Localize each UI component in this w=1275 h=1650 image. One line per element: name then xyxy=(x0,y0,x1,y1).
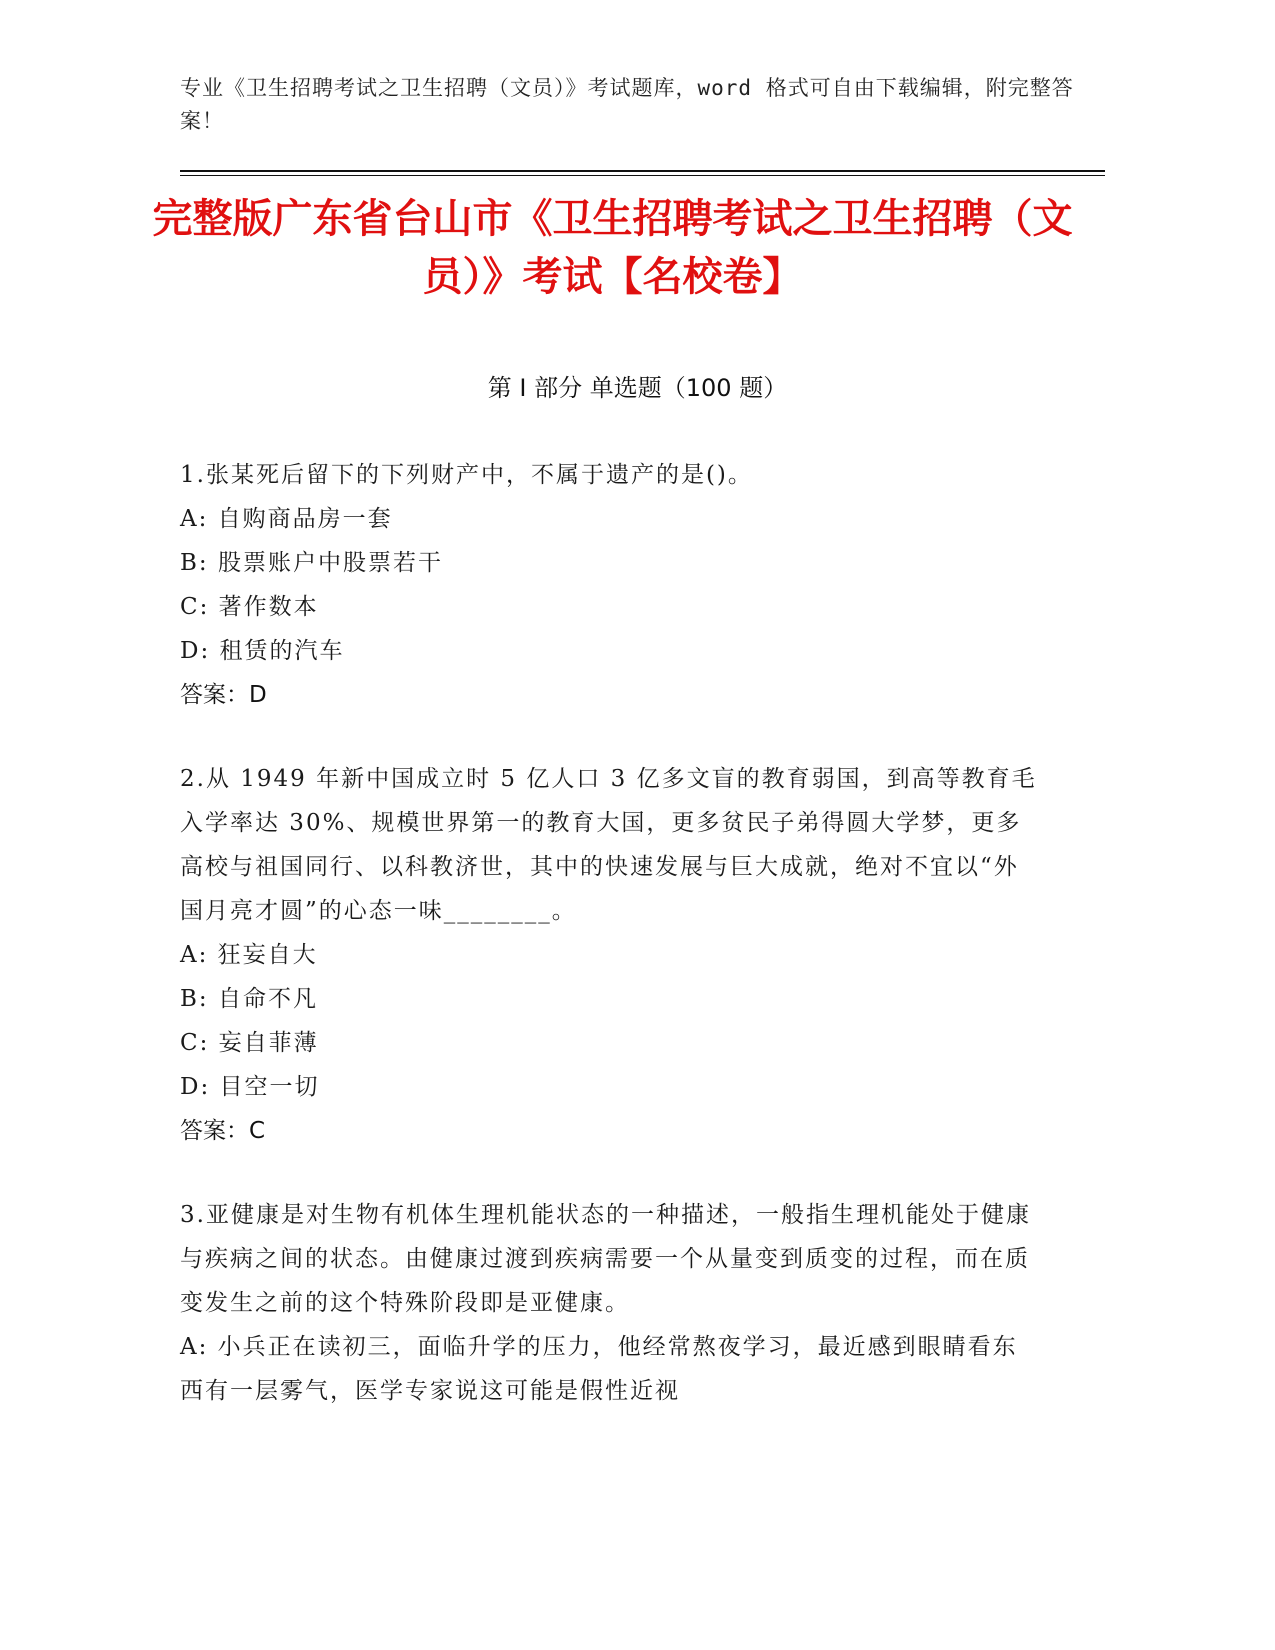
question-1 xyxy=(180,453,1040,717)
question-3 xyxy=(180,1193,1040,1413)
option-b: B: 股票账户中股票若干 xyxy=(180,550,443,576)
option-d: D: 目空一切 xyxy=(180,1074,320,1100)
option-a: A: 小兵正在读初三，面临升学的压力，他经常熬夜学习，最近感到眼睛看东西有一层雾气，医学专家说这可能是假性近视 xyxy=(180,1334,1018,1404)
header-note: 专业《卫生招聘考试之卫生招聘（文员）》考试题库，word 格式可自由下载编辑，附完整答案！ xyxy=(180,76,1074,133)
option-d: D: 租赁的汽车 xyxy=(180,638,345,664)
option-a: A: 狂妄自大 xyxy=(180,942,318,968)
section-heading: 第 I 部分 单选题（100 题） xyxy=(487,374,788,402)
option-b: B: 自命不凡 xyxy=(180,986,318,1012)
question-stem: 1.张某死后留下的下列财产中，不属于遗产的是()。 xyxy=(180,462,753,488)
header-divider xyxy=(180,170,1105,172)
question-list xyxy=(180,453,1040,1453)
document-title: 完整版广东省台山市《卫生招聘考试之卫生招聘（文员）》考试【名校卷】 xyxy=(152,196,1073,300)
option-c: C: 著作数本 xyxy=(180,594,319,620)
header-divider-thin xyxy=(180,175,1105,176)
question-2 xyxy=(180,757,1040,1153)
answer: 答案：D xyxy=(180,682,267,708)
answer: 答案：C xyxy=(180,1118,266,1144)
question-stem: 3.亚健康是对生物有机体生理机能状态的一种描述，一般指生理机能处于健康与疾病之间的状态。由健康过渡到疾病需要一个从量变到质变的过程，而在质变发生之前的这个特殊阶段即是亚健康。 xyxy=(180,1202,1031,1316)
option-c: C: 妄自菲薄 xyxy=(180,1030,319,1056)
option-a: A: 自购商品房一套 xyxy=(180,506,393,532)
question-stem: 2.从 1949 年新中国成立时 5 亿人口 3 亿多文盲的教育弱国，到高等教育毛入学率达 30%、规模世界第一的教育大国，更多贫民子弟得圆大学梦，更多高校与祖国同行、以科教济世，其中的快速发展与巨大成就，绝对不宜以“外国月亮才圆”的心态一味________。 xyxy=(180,766,1037,924)
